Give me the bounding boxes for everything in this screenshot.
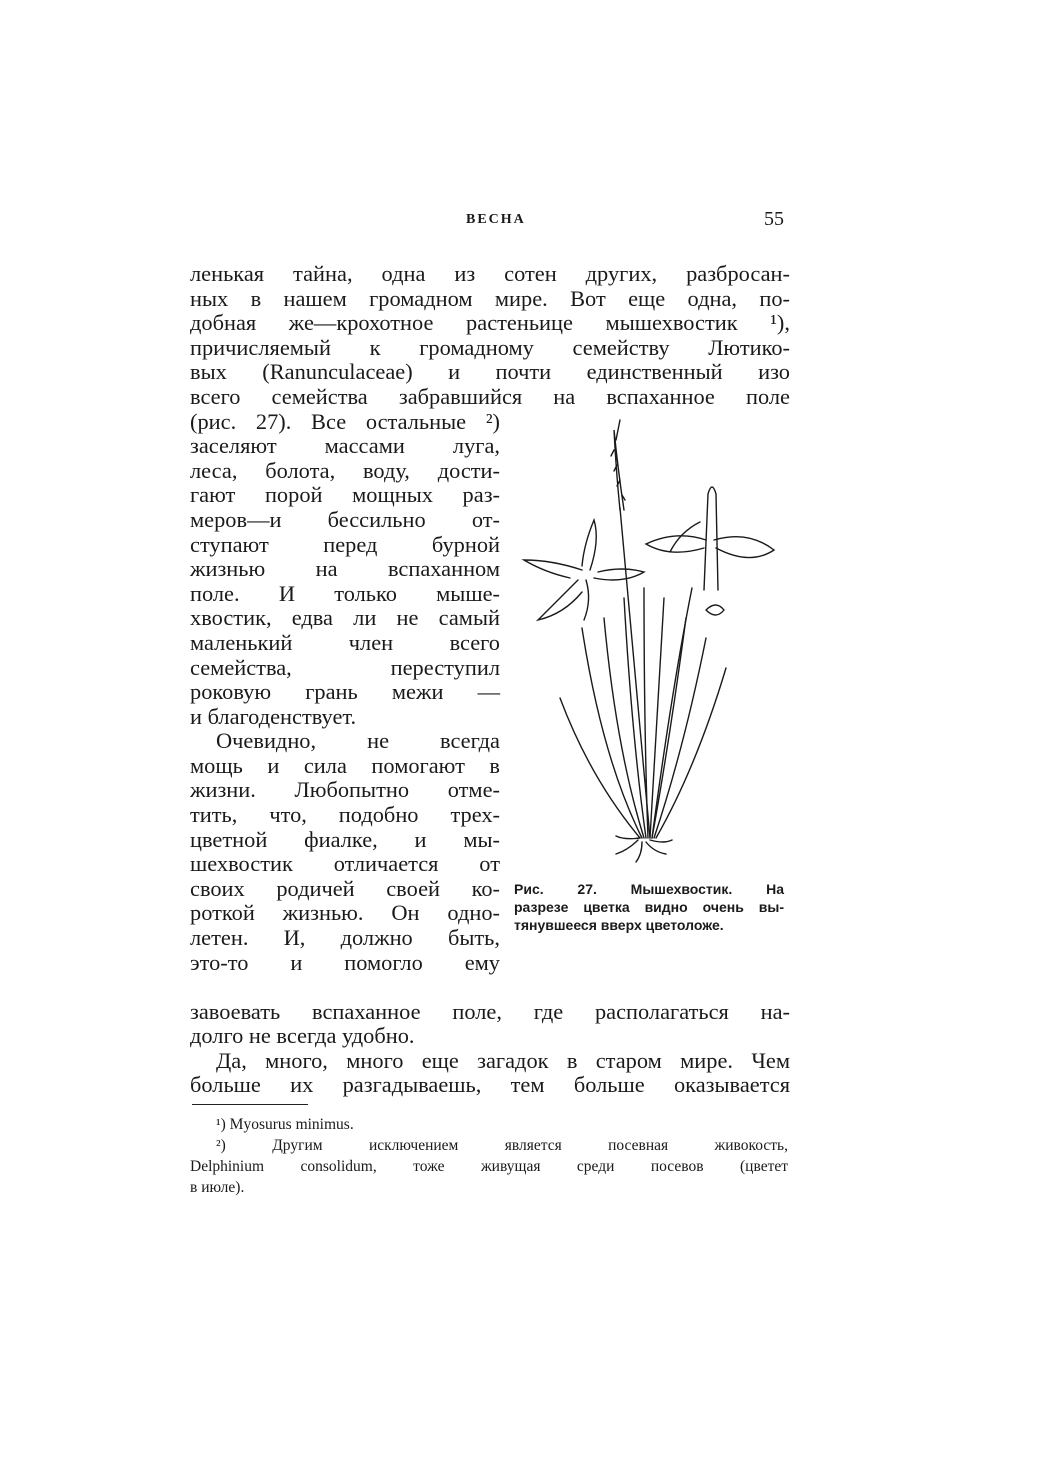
text-line: маленький член всего bbox=[190, 629, 500, 655]
footnote-divider bbox=[192, 1104, 308, 1105]
text-line: Очевидно, не всегда bbox=[216, 728, 500, 754]
text-line: тить, что, подобно трех- bbox=[190, 802, 500, 828]
text-line: добная же—крохотное растеньице мышехвостик ¹), bbox=[190, 310, 790, 336]
text-line: ступают перед бурной bbox=[190, 531, 500, 557]
text-line: цветной фиалке, и мы- bbox=[190, 826, 500, 852]
text-line: (рис. 27). Все остальные ²) bbox=[190, 408, 500, 434]
text-line: роковую грань межи — bbox=[190, 679, 500, 705]
figure-caption bbox=[514, 880, 784, 934]
text-line: летен. И, должно быть, bbox=[190, 925, 500, 951]
text-line: и благоденствует. bbox=[190, 703, 357, 729]
running-title: ВЕСНА bbox=[466, 212, 526, 227]
text-line: хвостик, едва ли не самый bbox=[190, 605, 500, 631]
footnote-line: ¹) Myosurus minimus. bbox=[216, 1116, 354, 1133]
text-line: семейства, переступил bbox=[190, 654, 500, 680]
figure-27 bbox=[510, 410, 790, 990]
caption-line: Рис. 27. Мышехвостик. На bbox=[514, 880, 784, 897]
text-line: леса, болота, воду, дости- bbox=[190, 457, 500, 483]
text-line: гают порой мощных раз- bbox=[190, 482, 500, 508]
wrapped-paragraphs bbox=[190, 410, 500, 976]
footnote-line: в июле). bbox=[190, 1179, 245, 1196]
text-line: жизнью на вспаханном bbox=[190, 556, 500, 582]
text-line: всего семейства забравшийся на вспаханное поле bbox=[190, 383, 790, 409]
text-line: больше их разгадываешь, тем больше оказывается bbox=[190, 1072, 790, 1098]
footnotes bbox=[190, 1114, 788, 1198]
text-line: ных в нашем громадном мире. Вот еще одна, по- bbox=[190, 285, 790, 311]
text-line: Да, много, много еще загадок в старом мире. Чем bbox=[216, 1047, 790, 1073]
text-line: заселяют массами луга, bbox=[190, 433, 500, 459]
text-line: своих родичей своей ко- bbox=[190, 875, 500, 901]
page-number: 55 bbox=[764, 208, 784, 230]
mousetail-plant-illustration bbox=[510, 410, 790, 870]
text-line: причисляемый к громадному семейству Лютико- bbox=[190, 334, 790, 360]
text-line: шехвостик отличается от bbox=[190, 851, 500, 877]
text-line: это-то и помогло ему bbox=[190, 949, 500, 975]
text-line: жизни. Любопытно отме- bbox=[190, 777, 500, 803]
text-line: вых (Ranunculaceae) и почти единственный изо bbox=[190, 359, 790, 385]
main-text bbox=[190, 262, 790, 1098]
text-line: роткой жизнью. Он одно- bbox=[190, 900, 500, 926]
text-line: меров—и бессильно от- bbox=[190, 506, 500, 532]
text-line: завоевать вспаханное поле, где располагаться на- bbox=[190, 998, 790, 1024]
text-line: долго не всегда удобно. bbox=[190, 1023, 415, 1049]
text-line: мощь и сила помогают в bbox=[190, 752, 500, 778]
caption-line: тянувшееся вверх цветоложе. bbox=[514, 916, 724, 933]
caption-line: разрезе цветка видно очень вы- bbox=[514, 898, 784, 915]
text-line: поле. И только мыше- bbox=[190, 580, 500, 606]
text-line: ленькая тайна, одна из сотен других, разбросан- bbox=[190, 261, 790, 286]
text-with-figure bbox=[190, 410, 790, 1000]
footnote-line: ²) Другим исключением является посевная живокость, bbox=[216, 1137, 788, 1154]
footnote-line: Delphinium consolidum, тоже живущая среди посевов (цветет bbox=[190, 1158, 788, 1175]
